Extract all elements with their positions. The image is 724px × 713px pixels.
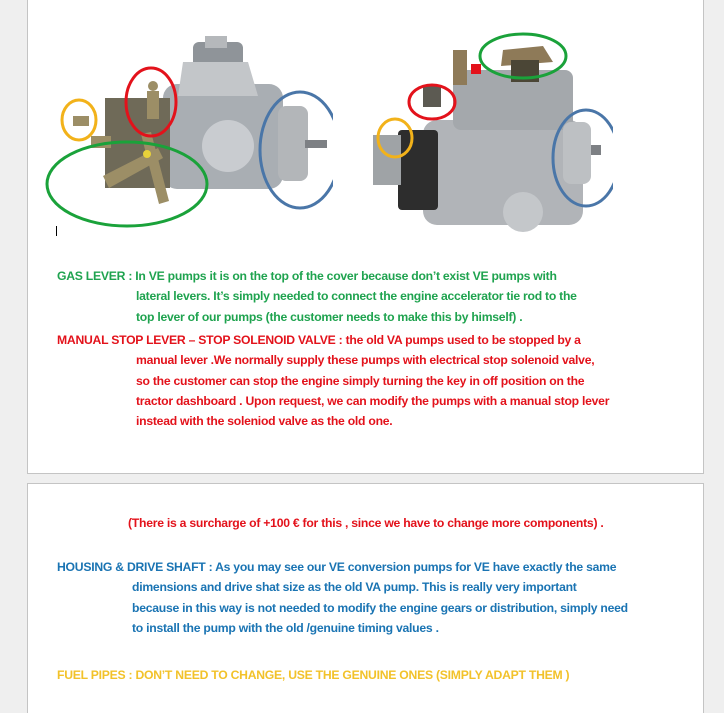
gas-lever-paragraph bbox=[57, 266, 577, 327]
fuel-pipes-text: FUEL PIPES : DON’T NEED TO CHANGE, USE THE GENUINE ONES (SIMPLY ADAPT THEM ) bbox=[57, 668, 570, 682]
housing-line-1: HOUSING & DRIVE SHAFT : As you may see our VE conversion pumps for VE have exactly the same bbox=[57, 560, 617, 574]
text-cursor bbox=[56, 226, 57, 236]
manual-stop-line-3: so the customer can stop the engine simply turning the key in off position on the bbox=[136, 373, 585, 388]
manual-stop-paragraph bbox=[57, 330, 609, 431]
ve-pump-right-image bbox=[353, 30, 613, 240]
surcharge-text: (There is a surcharge of +100 € for this , since we have to change more components) . bbox=[128, 516, 604, 530]
document-page-2 bbox=[27, 483, 704, 713]
document-page-1 bbox=[27, 0, 704, 474]
housing-line-2: dimensions and drive shat size as the old VA pump. This is really very important bbox=[132, 580, 577, 595]
surcharge-note bbox=[128, 513, 604, 533]
housing-line-4: to install the pump with the old /genuine timing values . bbox=[132, 620, 439, 635]
manual-stop-line-2: manual lever .We normally supply these pumps with electrical stop solenoid valve, bbox=[136, 353, 595, 368]
ve-pump-left-image bbox=[43, 36, 333, 236]
manual-stop-line-1: MANUAL STOP LEVER – STOP SOLENOID VALVE : the old VA pumps used to be stopped by a bbox=[57, 333, 581, 347]
gas-lever-line-1: GAS LEVER : In VE pumps it is on the top of the cover because don’t exist VE pumps with bbox=[57, 269, 557, 283]
housing-paragraph bbox=[57, 557, 628, 638]
gas-lever-line-2: lateral levers. It’s simply needed to connect the engine accelerator tie rod to the bbox=[136, 289, 577, 304]
manual-stop-line-5: instead with the soleniod valve as the old one. bbox=[136, 414, 393, 429]
fuel-pipes-paragraph bbox=[57, 665, 569, 685]
housing-line-3: because in this way is not needed to modify the engine gears or distribution, simply need bbox=[132, 600, 628, 615]
gas-lever-line-3: top lever of our pumps (the customer needs to make this by himself) . bbox=[136, 309, 523, 324]
manual-stop-line-4: tractor dashboard . Upon request, we can modify the pumps with a manual stop lever bbox=[136, 393, 610, 408]
